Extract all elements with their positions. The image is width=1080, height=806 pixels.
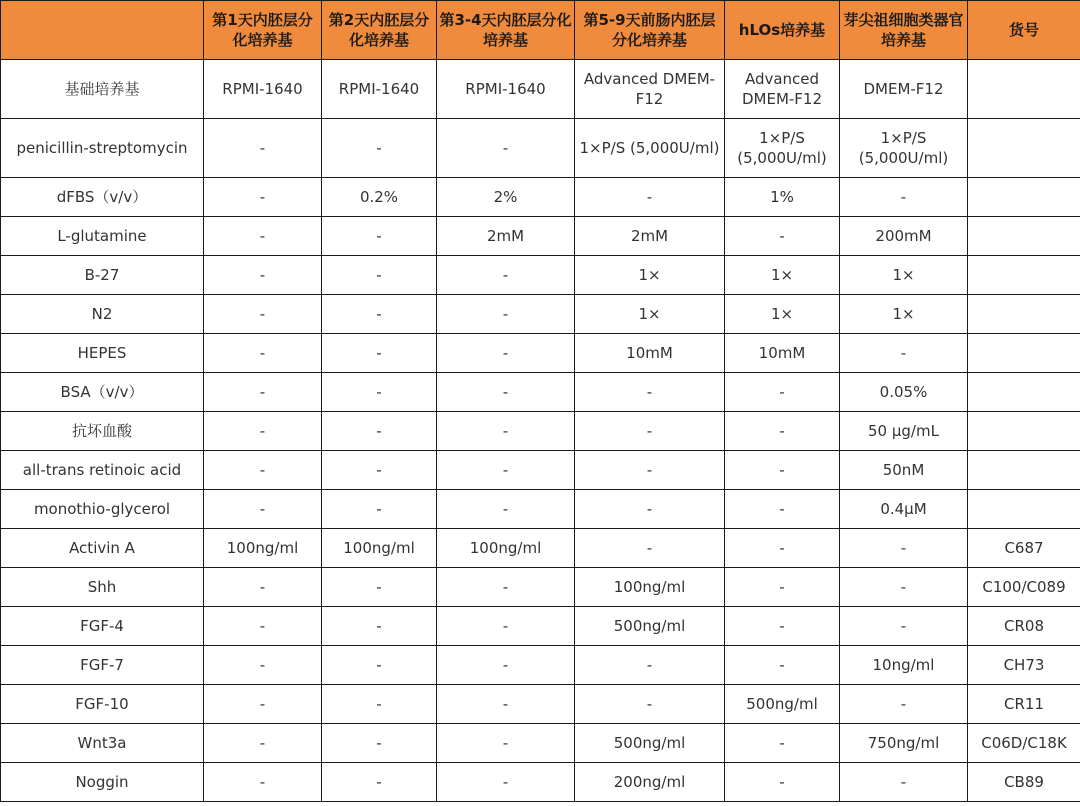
cell-day1-value: - <box>204 217 322 256</box>
cell-day3-4-value: - <box>437 490 575 529</box>
cell-catalog-number: CR08 <box>968 607 1080 646</box>
cell-day3-4-value: - <box>437 334 575 373</box>
cell-hlos-value: - <box>725 607 840 646</box>
cell-day2-value: - <box>322 568 437 607</box>
cell-day3-4-value: 2% <box>437 178 575 217</box>
cell-day2-value: - <box>322 763 437 802</box>
cell-day2-value: - <box>322 607 437 646</box>
cell-reagent-name: N2 <box>1 295 204 334</box>
cell-day2-value: RPMI-1640 <box>322 60 437 119</box>
cell-day1-value: - <box>204 334 322 373</box>
cell-hlos-value: - <box>725 490 840 529</box>
cell-catalog-number <box>968 451 1080 490</box>
cell-day5-9-value: - <box>575 178 725 217</box>
cell-day5-9-value: - <box>575 490 725 529</box>
cell-bud-tip-value: 750ng/ml <box>840 724 968 763</box>
cell-reagent-name: FGF-7 <box>1 646 204 685</box>
cell-day5-9-value: 100ng/ml <box>575 568 725 607</box>
cell-bud-tip-value: 1× <box>840 295 968 334</box>
cell-reagent-name: 基础培养基 <box>1 60 204 119</box>
header-hlos-medium: hLOs培养基 <box>725 1 840 60</box>
table-row <box>1 763 1080 802</box>
table-row <box>1 646 1080 685</box>
cell-day1-value: 100ng/ml <box>204 529 322 568</box>
cell-day3-4-value: 100ng/ml <box>437 529 575 568</box>
cell-day2-value: - <box>322 451 437 490</box>
cell-day3-4-value: - <box>437 373 575 412</box>
cell-hlos-value: 500ng/ml <box>725 685 840 724</box>
cell-day2-value: - <box>322 373 437 412</box>
cell-day5-9-value: 500ng/ml <box>575 607 725 646</box>
cell-catalog-number <box>968 295 1080 334</box>
cell-day2-value: - <box>322 119 437 178</box>
cell-day2-value: - <box>322 490 437 529</box>
cell-reagent-name: B-27 <box>1 256 204 295</box>
cell-reagent-name: FGF-10 <box>1 685 204 724</box>
cell-reagent-name: Shh <box>1 568 204 607</box>
cell-day3-4-value: - <box>437 646 575 685</box>
cell-day3-4-value: - <box>437 568 575 607</box>
cell-day5-9-value: Advanced DMEM-F12 <box>575 60 725 119</box>
table-row <box>1 451 1080 490</box>
cell-day2-value: - <box>322 334 437 373</box>
cell-day3-4-value: 2mM <box>437 217 575 256</box>
cell-day2-value: - <box>322 412 437 451</box>
cell-day5-9-value: 1×P/S (5,000U/ml) <box>575 119 725 178</box>
table-row <box>1 119 1080 178</box>
cell-catalog-number <box>968 412 1080 451</box>
cell-reagent-name: Noggin <box>1 763 204 802</box>
cell-day1-value: - <box>204 490 322 529</box>
cell-day3-4-value: - <box>437 607 575 646</box>
cell-day2-value: - <box>322 295 437 334</box>
header-day2-medium: 第2天内胚层分化培养基 <box>322 1 437 60</box>
cell-catalog-number: CH73 <box>968 646 1080 685</box>
table-row <box>1 568 1080 607</box>
cell-day1-value: RPMI-1640 <box>204 60 322 119</box>
table-row <box>1 412 1080 451</box>
header-row <box>1 1 1080 60</box>
cell-day2-value: - <box>322 646 437 685</box>
cell-day5-9-value: 1× <box>575 295 725 334</box>
cell-catalog-number <box>968 60 1080 119</box>
table-body <box>1 60 1080 802</box>
cell-day5-9-value: - <box>575 685 725 724</box>
cell-day2-value: - <box>322 724 437 763</box>
cell-day5-9-value: 1× <box>575 256 725 295</box>
table-row <box>1 217 1080 256</box>
cell-reagent-name: L-glutamine <box>1 217 204 256</box>
cell-catalog-number <box>968 119 1080 178</box>
cell-reagent-name: HEPES <box>1 334 204 373</box>
cell-bud-tip-value: 1× <box>840 256 968 295</box>
cell-hlos-value: - <box>725 646 840 685</box>
cell-hlos-value: - <box>725 763 840 802</box>
cell-bud-tip-value: 0.4μM <box>840 490 968 529</box>
cell-catalog-number <box>968 178 1080 217</box>
cell-bud-tip-value: - <box>840 529 968 568</box>
cell-bud-tip-value: - <box>840 607 968 646</box>
cell-reagent-name: Wnt3a <box>1 724 204 763</box>
cell-catalog-number: C06D/C18K <box>968 724 1080 763</box>
cell-catalog-number: C100/C089 <box>968 568 1080 607</box>
cell-catalog-number <box>968 334 1080 373</box>
cell-day3-4-value: - <box>437 412 575 451</box>
cell-day3-4-value: - <box>437 685 575 724</box>
cell-day5-9-value: - <box>575 412 725 451</box>
cell-day1-value: - <box>204 568 322 607</box>
table-row <box>1 60 1080 119</box>
cell-hlos-value: - <box>725 217 840 256</box>
cell-bud-tip-value: 1×P/S (5,000U/ml) <box>840 119 968 178</box>
cell-hlos-value: 10mM <box>725 334 840 373</box>
cell-bud-tip-value: 50 μg/mL <box>840 412 968 451</box>
cell-day3-4-value: RPMI-1640 <box>437 60 575 119</box>
cell-day5-9-value: - <box>575 529 725 568</box>
table-row <box>1 529 1080 568</box>
cell-day1-value: - <box>204 763 322 802</box>
header-corner <box>1 1 204 60</box>
cell-catalog-number <box>968 256 1080 295</box>
cell-hlos-value: - <box>725 529 840 568</box>
cell-bud-tip-value: DMEM-F12 <box>840 60 968 119</box>
cell-day1-value: - <box>204 295 322 334</box>
cell-catalog-number: CB89 <box>968 763 1080 802</box>
cell-day2-value: - <box>322 217 437 256</box>
cell-reagent-name: dFBS（v/v） <box>1 178 204 217</box>
cell-catalog-number: C687 <box>968 529 1080 568</box>
cell-day5-9-value: 500ng/ml <box>575 724 725 763</box>
cell-bud-tip-value: 50nM <box>840 451 968 490</box>
cell-bud-tip-value: - <box>840 334 968 373</box>
cell-day5-9-value: 200ng/ml <box>575 763 725 802</box>
cell-reagent-name: monothio-glycerol <box>1 490 204 529</box>
cell-day3-4-value: - <box>437 295 575 334</box>
cell-reagent-name: penicillin-streptomycin <box>1 119 204 178</box>
cell-reagent-name: all-trans retinoic acid <box>1 451 204 490</box>
cell-day3-4-value: - <box>437 763 575 802</box>
cell-day1-value: - <box>204 646 322 685</box>
cell-hlos-value: Advanced DMEM-F12 <box>725 60 840 119</box>
table-row <box>1 373 1080 412</box>
header-day3-4-medium: 第3-4天内胚层分化培养基 <box>437 1 575 60</box>
cell-reagent-name: 抗坏血酸 <box>1 412 204 451</box>
cell-hlos-value: 1% <box>725 178 840 217</box>
header-bud-tip-medium: 芽尖祖细胞类器官培养基 <box>840 1 968 60</box>
table-row <box>1 685 1080 724</box>
cell-day5-9-value: 2mM <box>575 217 725 256</box>
cell-hlos-value: 1× <box>725 295 840 334</box>
cell-bud-tip-value: 10ng/ml <box>840 646 968 685</box>
cell-hlos-value: - <box>725 568 840 607</box>
table-row <box>1 256 1080 295</box>
cell-hlos-value: 1×P/S (5,000U/ml) <box>725 119 840 178</box>
cell-day2-value: 0.2% <box>322 178 437 217</box>
cell-day2-value: - <box>322 256 437 295</box>
cell-day1-value: - <box>204 724 322 763</box>
cell-bud-tip-value: - <box>840 568 968 607</box>
cell-catalog-number <box>968 373 1080 412</box>
cell-bud-tip-value: - <box>840 178 968 217</box>
cell-day1-value: - <box>204 412 322 451</box>
cell-hlos-value: - <box>725 412 840 451</box>
cell-catalog-number: CR11 <box>968 685 1080 724</box>
cell-day2-value: - <box>322 685 437 724</box>
cell-reagent-name: BSA（v/v） <box>1 373 204 412</box>
cell-day5-9-value: - <box>575 646 725 685</box>
table-header <box>1 1 1080 60</box>
cell-day1-value: - <box>204 373 322 412</box>
table-row <box>1 607 1080 646</box>
cell-hlos-value: - <box>725 373 840 412</box>
cell-day3-4-value: - <box>437 724 575 763</box>
cell-day5-9-value: 10mM <box>575 334 725 373</box>
cell-day1-value: - <box>204 256 322 295</box>
cell-reagent-name: FGF-4 <box>1 607 204 646</box>
cell-day3-4-value: - <box>437 451 575 490</box>
cell-bud-tip-value: 0.05% <box>840 373 968 412</box>
cell-day3-4-value: - <box>437 256 575 295</box>
table-row <box>1 334 1080 373</box>
cell-day3-4-value: - <box>437 119 575 178</box>
cell-day5-9-value: - <box>575 451 725 490</box>
header-day5-9-medium: 第5-9天前肠内胚层分化培养基 <box>575 1 725 60</box>
cell-bud-tip-value: 200mM <box>840 217 968 256</box>
cell-hlos-value: - <box>725 724 840 763</box>
cell-hlos-value: 1× <box>725 256 840 295</box>
header-catalog-number: 货号 <box>968 1 1080 60</box>
cell-day2-value: 100ng/ml <box>322 529 437 568</box>
table-row <box>1 490 1080 529</box>
cell-day1-value: - <box>204 119 322 178</box>
header-day1-medium: 第1天内胚层分化培养基 <box>204 1 322 60</box>
cell-catalog-number <box>968 217 1080 256</box>
cell-bud-tip-value: - <box>840 685 968 724</box>
cell-day5-9-value: - <box>575 373 725 412</box>
cell-day1-value: - <box>204 685 322 724</box>
table-row <box>1 178 1080 217</box>
cell-catalog-number <box>968 490 1080 529</box>
table-row <box>1 295 1080 334</box>
cell-hlos-value: - <box>725 451 840 490</box>
cell-bud-tip-value: - <box>840 763 968 802</box>
cell-day1-value: - <box>204 607 322 646</box>
table-row <box>1 724 1080 763</box>
cell-day1-value: - <box>204 178 322 217</box>
cell-reagent-name: Activin A <box>1 529 204 568</box>
cell-day1-value: - <box>204 451 322 490</box>
